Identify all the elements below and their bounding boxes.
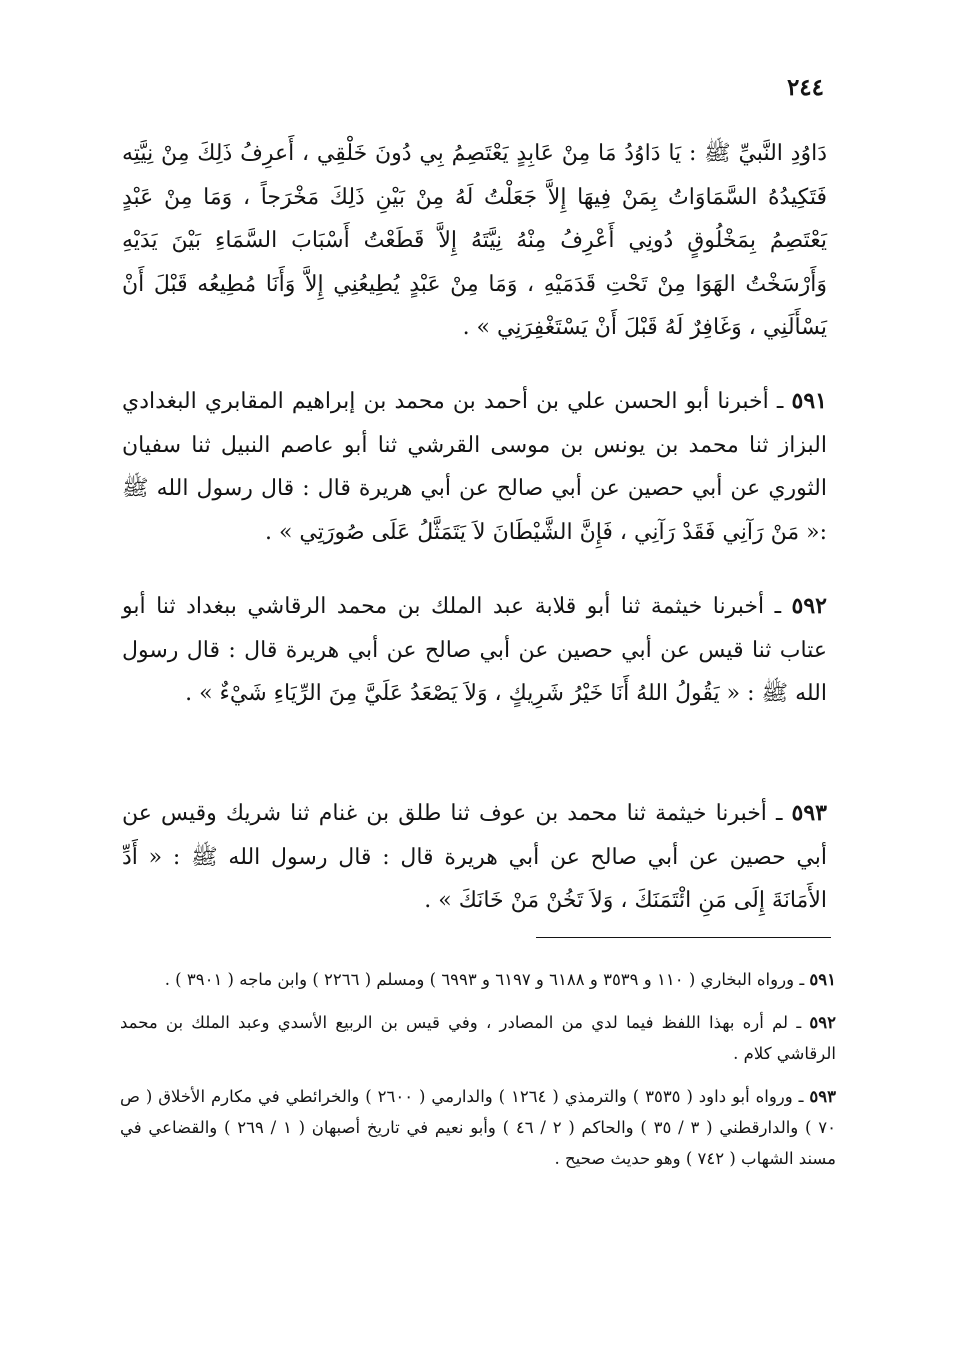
- hadith-591: [122, 380, 827, 554]
- hadith-number: ٥٩١: [791, 388, 827, 414]
- hadith-separator: ـ: [776, 801, 783, 826]
- hadith-text: أخبرنا خيثمة ثنا محمد بن عوف ثنا طلق بن غنام ثنا شريك وقيس عن أبي حصين عن أبي صالح عن أبي هريرة قال : قال رسول الله ﷺ : « أَدِّ الأَمَانَةَ إِلَى مَنِ ائْتَمَنَكَ ، وَلاَ تَخُنْ مَنْ خَانَكَ » .: [122, 801, 827, 913]
- footnote-592: [120, 1007, 836, 1069]
- footnote-divider: [536, 937, 831, 938]
- footnote-separator: ـ: [796, 1013, 802, 1032]
- hadith-number: ٥٩٣: [791, 800, 827, 826]
- intro-paragraph: [122, 132, 827, 350]
- hadith-text: أخبرنا خيثمة ثنا أبو قلابة عبد الملك بن محمد الرقاشي ببغداد ثنا أبو عتاب ثنا قيس عن أبي حصين عن أبي صالح عن أبي هريرة قال : قال رسول الله ﷺ : « يَقُولُ اللهُ أَنَا خَيْرُ شَرِيكٍ ، وَلاَ يَصْعَدُ عَلَيَّ مِنَ الرِّيَاءِ شَيْءٌ » .: [122, 594, 827, 706]
- hadith-592: [122, 585, 827, 716]
- hadith-593: [122, 792, 827, 923]
- footnote-593: [120, 1081, 836, 1174]
- footnote-number: ٥٩١: [809, 970, 836, 989]
- intro-paragraph-text: دَاوُدِ النَّبيِّ ﷺ : يَا دَاوُدُ مَا مِنْ عَابِدٍ يَعْتَصِمُ بِي دُونَ خَلْقِي ، أَعرِفُ ذَلِكَ مِنْ نِيَّتِه فَتَكِيدُهُ السَّمَاوَاتُ بِمَنْ فِيهَا إِلاَّ جَعَلْتُ لَهُ مِنْ بَيْنِ ذَلِكَ مَخْرَجاً ، وَمَا مِنْ عَبْدٍ يَعْتَصِمُ بِمَخْلُوقٍ دُونِي أَعْرِفُ مِنْهُ نِيَّتَهُ إِلاَّ قَطَعْتُ أَسْبَابَ السَّمَاءِ بَيْنَ يَدَيْهِ وَأَرْسَخْتُ الهَوَا مِنْ تَحْتِ قَدَمَيْهِ ، وَمَا مِنْ عَبْدٍ يُطِيعُنِي إِلاَّ وَأَنَا مُطِيعُه قَبْلَ أَنْ يَسْأَلَنِي ، وَغَافِرٌ لَهُ قَبْلَ أَنْ يَسْتَغْفِرَنِي » .: [122, 141, 827, 340]
- hadith-text: أخبرنا أبو الحسن علي بن أحمد بن محمد بن إبراهيم المقابري البغدادي البزاز ثنا محمد بن يونس بن موسى القرشي ثنا أبو عاصم النبيل ثنا سفيان الثوري عن أبي حصين عن أبي صالح عن أبي هريرة قال : قال رسول الله ﷺ :« مَنْ رَآنِي فَقَدْ رَآنِي ، فَإِنَّ الشَّيْطَانَ لاَ يَتَمَثَّلُ عَلَى صُورَتِي » .: [122, 389, 827, 545]
- hadith-separator: ـ: [774, 594, 782, 619]
- footnote-591: [120, 964, 836, 995]
- hadith-592-body: [122, 585, 827, 716]
- footnote-text: لم أره بهذا اللفظ فيما لدي من المصادر ، وفي قيس بن الربيع الأسدي وعبد الملك بن محمد الرقاشي كلام .: [120, 1013, 836, 1063]
- footnote-text: ورواه البخاري ( ١١٠ و ٣٥٣٩ و ٦١٨٨ و ٦١٩٧ و ٦٩٩٣ ) ومسلم ( ٢٢٦٦ ) وابن ماجه ( ٣٩٠١ ) .: [164, 970, 795, 989]
- footnote-separator: ـ: [799, 970, 805, 989]
- hadith-separator: ـ: [776, 389, 784, 414]
- footnotes: [120, 964, 836, 1186]
- hadith-593-body: [122, 792, 827, 923]
- hadith-number: ٥٩٢: [791, 593, 827, 619]
- footnote-number: ٥٩٢: [809, 1013, 836, 1032]
- footnote-separator: ـ: [798, 1087, 804, 1106]
- hadith-591-body: [122, 380, 827, 554]
- footnote-text: ورواه أبو داود ( ٣٥٣٥ ) والترمذي ( ١٢٦٤ ) والدارمي ( ٢٦٠٠ ) والخرائطي في مكارم الأخلاق ( ص ٧٠ ) والدارقطني ( ٣ / ٣٥ ) والحاكم ( ٢ / ٤٦ ) وأبو نعيم في تاريخ أصبهان ( ١ / ٢٦٩ ) والقضاعي في مسند الشهاب ( ٧٤٢ ) وهو حديث صحيح .: [120, 1087, 836, 1168]
- footnote-number: ٥٩٣: [809, 1087, 836, 1106]
- page-number: ٢٤٤: [786, 74, 824, 101]
